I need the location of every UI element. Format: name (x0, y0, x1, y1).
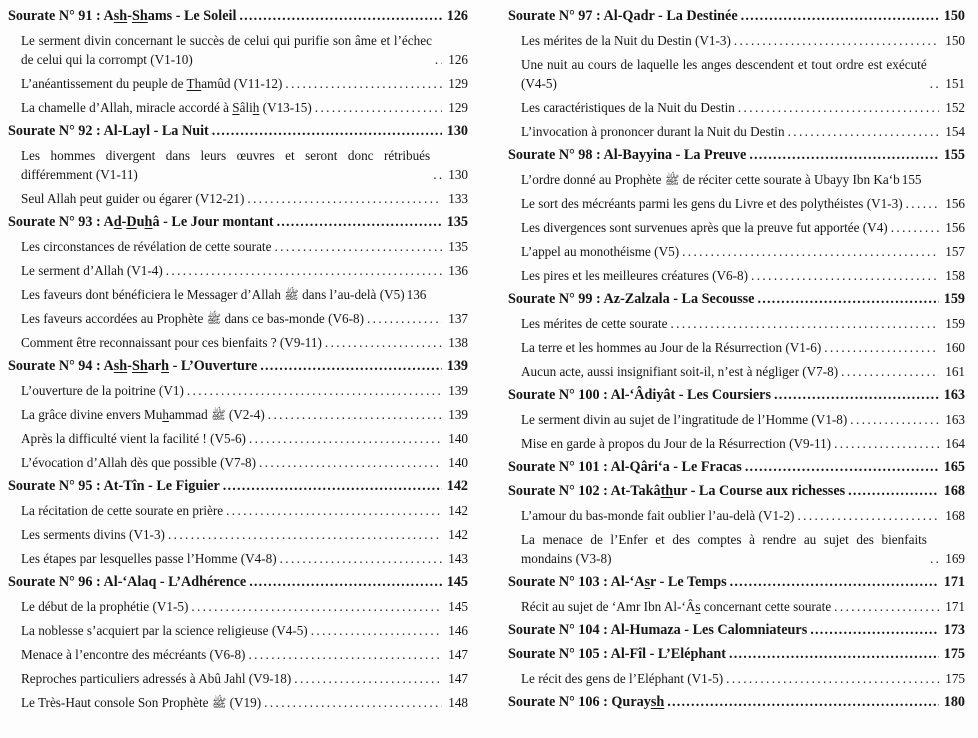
dot-leader (729, 645, 939, 664)
dot-leader (187, 381, 442, 400)
toc-entry-title: Une nuit au cours de laquelle les anges descendent et tout ordre est exécuté (V4-5) (521, 57, 927, 91)
toc-entry-title: Sourate N° 101 : Al-Qâri‘a - Le Fracas (508, 459, 742, 475)
dot-leader (277, 213, 442, 232)
toc-entry-page-number: 148 (448, 695, 468, 710)
dot-leader (212, 122, 442, 141)
transliteration-underline: S (232, 100, 240, 115)
dot-leader (670, 314, 939, 333)
dot-leader (435, 50, 442, 69)
toc-entry-title: Sourate N° 98 : Al-Bayyina - La Preuve (508, 147, 747, 163)
dot-leader (930, 549, 939, 568)
toc-entry-page-number: 129 (448, 100, 468, 115)
dot-leader (850, 410, 939, 429)
toc-entry-page-number: 147 (448, 671, 468, 686)
toc-entry (508, 573, 965, 592)
toc-entry-page-number: 129 (448, 76, 468, 91)
toc-entry-title: L’invocation à prononcer durant la Nuit du Destin (521, 124, 785, 139)
toc-entry-page-number: 137 (448, 311, 468, 326)
toc-entry-page-number: 163 (945, 412, 965, 427)
dot-leader (682, 242, 939, 261)
toc-entry-page-number: 146 (448, 623, 468, 638)
dot-leader (264, 693, 442, 712)
toc-entry-title: Les mérites de la Nuit du Destin (V1-3) (521, 33, 731, 48)
toc-entry-page-number: 168 (943, 483, 965, 499)
toc-entry-title: Reproches particuliers adressés à Abû Jahl (V9-18) (21, 671, 292, 686)
toc-entry-title: Les caractéristiques de la Nuit du Destin (521, 100, 735, 115)
toc-entry-page-number: 157 (945, 244, 965, 259)
toc-entry-page-number: 142 (446, 478, 468, 494)
dot-leader (274, 237, 442, 256)
toc-entry (508, 386, 965, 405)
saw-honorific-icon: ﷺ (211, 408, 226, 422)
dot-leader (285, 74, 442, 93)
toc-entry (8, 261, 468, 280)
dot-leader (757, 290, 939, 309)
toc-entry-page-number: 151 (945, 76, 965, 91)
dot-leader (667, 693, 939, 712)
toc-entry-title: Les mérites de cette sourate (521, 316, 668, 331)
toc-entry (8, 453, 468, 472)
toc-entry (8, 549, 468, 568)
dot-leader (834, 597, 939, 616)
dot-leader (433, 165, 442, 184)
toc-entry (508, 362, 965, 381)
toc-entry-title: Seul Allah peut guider ou égarer (V12-21) (21, 191, 245, 206)
dot-leader (294, 669, 442, 688)
transliteration-underline: sh (113, 8, 128, 24)
toc-entry-page-number: 168 (945, 508, 965, 523)
toc-entry (8, 213, 468, 232)
toc-entry-page-number: 173 (943, 622, 965, 638)
transliteration-underline: Sh (131, 8, 148, 24)
toc-entry-page-number: 130 (448, 167, 468, 182)
toc-entry-page-number: 138 (448, 335, 468, 350)
toc-entry (508, 290, 965, 309)
toc-column-right (489, 0, 978, 738)
toc-entry-title: Sourate N° 97 : Al-Qadr - La Destinée (508, 8, 738, 24)
toc-entry-page-number: 142 (448, 527, 468, 542)
transliteration-underline: sh (113, 358, 128, 374)
toc-entry-page-number: 145 (446, 574, 468, 590)
toc-entry-title: Sourate N° 104 : Al-Humaza - Les Calomniateurs (508, 622, 808, 638)
transliteration-underline: h (252, 100, 260, 115)
toc-entry (508, 693, 965, 712)
transliteration-underline: Th (186, 76, 202, 91)
toc-entry-title: Les faveurs dont bénéficiera le Messager d’Allah ﷺ dans l’au-delà (V5) (21, 287, 405, 302)
toc-entry (8, 31, 468, 69)
toc-entry-title: Sourate N° 94 : Ash-Sharh - L’Ouverture (8, 358, 258, 374)
transliteration-underline: h (162, 407, 169, 422)
saw-honorific-icon: ﷺ (211, 696, 227, 710)
toc-entry-page-number: 152 (945, 100, 965, 115)
toc-entry (8, 429, 468, 448)
transliteration-underline: s (695, 599, 701, 614)
toc-entry (508, 266, 965, 285)
toc-entry (508, 338, 965, 357)
toc-entry-title: Les pires et les meilleures créatures (V6-8) (521, 268, 749, 283)
toc-entry (8, 98, 468, 117)
toc-entry (8, 525, 468, 544)
toc-entry-page-number: 155 (901, 172, 922, 187)
toc-entry (508, 597, 965, 616)
dot-leader (226, 501, 442, 520)
toc-entry (8, 669, 468, 688)
toc-entry-page-number: 171 (945, 599, 965, 614)
toc-entry (8, 501, 468, 520)
toc-entry-page-number: 133 (448, 191, 468, 206)
dot-leader (223, 477, 442, 496)
toc-entry-page-number: 180 (943, 694, 965, 710)
transliteration-underline: th (660, 483, 674, 499)
dot-leader (834, 434, 939, 453)
toc-entry-title: L’ouverture de la poitrine (V1) (21, 383, 184, 398)
transliteration-underline: d (113, 214, 122, 230)
toc-entry-page-number: 163 (943, 387, 965, 403)
toc-entry-title: L’ordre donné au Prophète ﷺ de réciter cette sourate à Ubayy Ibn Ka‘b (521, 172, 900, 187)
toc-entry-title: Sourate N° 96 : Al-‘Alaq - L’Adhérence (8, 574, 247, 590)
transliteration-underline: h (161, 358, 170, 374)
saw-honorific-icon: ﷺ (206, 312, 222, 326)
toc-entry-title: Le sort des mécréants parmi les gens du Livre et des polythéistes (V1-3) (521, 196, 903, 211)
dot-leader (741, 7, 939, 26)
dot-leader (810, 621, 939, 640)
dot-leader (311, 621, 442, 640)
toc-entry-page-number: 136 (406, 287, 427, 302)
toc-entry-title: L’amour du bas-monde fait oublier l’au-delà (V1-2) (521, 508, 795, 523)
toc-entry-title: Récit au sujet de ‘Amr Ibn Al-‘Âs concernant cette sourate (521, 599, 832, 614)
dot-leader (726, 669, 939, 688)
toc-entry-page-number: 139 (448, 383, 468, 398)
toc-entry-page-number: 160 (945, 340, 965, 355)
saw-honorific-icon: ﷺ (664, 173, 680, 187)
toc-entry-title: Le début de la prophétie (V1-5) (21, 599, 189, 614)
toc-entry (508, 218, 965, 237)
toc-entry-title: Les circonstances de révélation de cette sourate (21, 239, 272, 254)
toc-entry-title: Menace à l’encontre des mécréants (V6-8) (21, 647, 246, 662)
dot-leader (734, 31, 939, 50)
dot-leader (260, 357, 442, 376)
toc-entry (508, 194, 965, 213)
toc-entry (508, 98, 965, 117)
toc-entry-title: Le Très-Haut console Son Prophète ﷺ (V19) (21, 695, 262, 710)
toc-entry (508, 458, 965, 477)
toc-entry-title: Les serments divins (V1-3) (21, 527, 165, 542)
toc-entry (508, 146, 965, 165)
toc-entry (508, 55, 965, 93)
toc-entry-page-number: 175 (943, 646, 965, 662)
toc-entry-page-number: 143 (448, 551, 468, 566)
toc-entry-page-number: 126 (448, 52, 468, 67)
dot-leader (247, 189, 442, 208)
toc-entry (508, 122, 965, 141)
toc-entry (8, 333, 468, 352)
toc-entry (8, 285, 468, 304)
dot-leader (249, 573, 442, 592)
dot-leader (259, 453, 442, 472)
dot-leader (168, 525, 442, 544)
toc-entry-title: Les faveurs accordées au Prophète ﷺ dans ce bas-monde (V6-8) (21, 311, 364, 326)
toc-entry-title: Mise en garde à propos du Jour de la Résurrection (V9-11) (521, 436, 832, 451)
toc-entry (8, 645, 468, 664)
transliteration-underline: s (644, 574, 651, 590)
toc-entry (8, 621, 468, 640)
toc-entry (508, 645, 965, 664)
toc-entry-page-number: 147 (448, 647, 468, 662)
toc-entry-title: Après la difficulté vient la facilité ! (V5-6) (21, 431, 246, 446)
toc-entry (8, 405, 468, 424)
toc-entry-page-number: 156 (945, 196, 965, 211)
toc-entry (508, 506, 965, 525)
dot-leader (841, 362, 939, 381)
dot-leader (738, 98, 939, 117)
toc-entry (8, 237, 468, 256)
toc-entry (508, 530, 965, 568)
toc-entry (508, 31, 965, 50)
toc-entry (8, 146, 468, 184)
toc-entry-page-number: 126 (446, 8, 468, 24)
toc-entry-title: La grâce divine envers Muhammad ﷺ (V2-4) (21, 407, 265, 422)
toc-entry-title: Sourate N° 105 : Al-Fîl - L’Eléphant (508, 646, 726, 662)
toc-entry-title: Les hommes divergent dans leurs œuvres et seront donc rétribués différemment (V1-11) (21, 148, 431, 182)
toc-entry (8, 7, 468, 26)
toc-entry (508, 170, 965, 189)
toc-entry-page-number: 175 (945, 671, 965, 686)
toc-entry (508, 621, 965, 640)
toc-entry (508, 242, 965, 261)
toc-entry-page-number: 139 (446, 358, 468, 374)
toc-entry-page-number: 150 (945, 33, 965, 48)
toc-entry-page-number: 169 (945, 551, 965, 566)
transliteration-underline: D (126, 214, 137, 230)
transliteration-underline: Sh (131, 358, 148, 374)
toc-entry-title: L’anéantissement du peuple de Thamûd (V11-12) (21, 76, 283, 91)
dot-leader (249, 429, 442, 448)
toc-entry-title: Sourate N° 91 : Ash-Shams - Le Soleil (8, 8, 237, 24)
toc-entry (8, 189, 468, 208)
dot-leader (268, 405, 442, 424)
toc-entry (508, 7, 965, 26)
toc-entry-title: Les divergences sont survenues après que la preuve fut apportée (V4) (521, 220, 888, 235)
toc-entry-title: Les étapes par lesquelles passe l’Homme (V4-8) (21, 551, 277, 566)
toc-entry (8, 122, 468, 141)
toc-entry (508, 434, 965, 453)
toc-entry-page-number: 155 (943, 147, 965, 163)
toc-entry-page-number: 140 (448, 455, 468, 470)
dot-leader (848, 482, 939, 501)
toc-entry-page-number: 136 (448, 263, 468, 278)
dot-leader (906, 194, 939, 213)
toc-entry-page-number: 158 (945, 268, 965, 283)
toc-entry-page-number: 161 (945, 364, 965, 379)
toc-entry-page-number: 159 (945, 316, 965, 331)
toc-entry-title: Sourate N° 93 : Ad-Duhâ - Le Jour montant (8, 214, 274, 230)
toc-entry-title: La chamelle d’Allah, miracle accordé à Sâlih (V13-15) (21, 100, 312, 115)
toc-entry-title: Le serment divin concernant le succès de celui qui purifie son âme et l’échec de celui qui la corrompt (V1-10) (21, 33, 432, 67)
toc-entry (8, 309, 468, 328)
toc-entry-title: L’appel au monothéisme (V5) (521, 244, 680, 259)
toc-entry (508, 669, 965, 688)
toc-entry-title: Sourate N° 100 : Al-‘Âdiyât - Les Coursiers (508, 387, 771, 403)
toc-entry-title: Sourate N° 92 : Al-Layl - La Nuit (8, 123, 209, 139)
toc-entry-page-number: 165 (943, 459, 965, 475)
toc-entry-page-number: 171 (943, 574, 965, 590)
dot-leader (239, 7, 442, 26)
toc-entry-title: La noblesse s’acquiert par la science religieuse (V4-5) (21, 623, 308, 638)
toc-entry-title: Sourate N° 95 : At-Tîn - Le Figuier (8, 478, 220, 494)
toc-entry-page-number: 156 (945, 220, 965, 235)
dot-leader (930, 74, 939, 93)
toc-entry (8, 477, 468, 496)
dot-leader (751, 266, 939, 285)
toc-entry-page-number: 154 (945, 124, 965, 139)
dot-leader (891, 218, 939, 237)
toc-entry-title: Le serment divin au sujet de l’ingratitude de l’Homme (V1-8) (521, 412, 848, 427)
dot-leader (166, 261, 442, 280)
toc-entry (8, 573, 468, 592)
dot-leader (797, 506, 939, 525)
toc-entry (508, 482, 965, 501)
toc-entry-page-number: 142 (448, 503, 468, 518)
toc-entry (8, 357, 468, 376)
toc-entry-title: Comment être reconnaissant pour ces bienfaits ? (V9-11) (21, 335, 322, 350)
dot-leader (745, 458, 939, 477)
toc-entry-page-number: 135 (446, 214, 468, 230)
transliteration-underline: sh (650, 694, 665, 710)
dot-leader (191, 597, 442, 616)
dot-leader (248, 645, 442, 664)
toc-entry (8, 74, 468, 93)
toc-entry-page-number: 150 (943, 8, 965, 24)
toc-entry (8, 597, 468, 616)
toc-entry-page-number: 164 (945, 436, 965, 451)
dot-leader (367, 309, 442, 328)
toc-entry (508, 314, 965, 333)
transliteration-underline: h (144, 214, 153, 230)
toc-entry-title: La menace de l’Enfer et des comptes à rendre au sujet des bienfaits mondains (V3-8) (521, 532, 927, 566)
dot-leader (315, 98, 442, 117)
toc-entry-title: Sourate N° 99 : Az-Zalzala - La Secousse (508, 291, 755, 307)
toc-entry-title: La récitation de cette sourate en prière (21, 503, 224, 518)
toc-entry (8, 693, 468, 712)
dot-leader (280, 549, 442, 568)
toc-entry-title: Le serment d’Allah (V1-4) (21, 263, 163, 278)
toc-entry-page-number: 140 (448, 431, 468, 446)
toc-entry-page-number: 159 (943, 291, 965, 307)
toc-entry-page-number: 139 (448, 407, 468, 422)
toc-entry-title: Sourate N° 102 : At-Takâthur - La Course aux richesses (508, 483, 846, 499)
toc-entry-title: Aucun acte, aussi insignifiant soit-il, n’est à négliger (V7-8) (521, 364, 839, 379)
dot-leader (824, 338, 939, 357)
toc-entry (508, 410, 965, 429)
toc-entry-page-number: 145 (448, 599, 468, 614)
dot-leader (774, 386, 939, 405)
toc-entry-title: La terre et les hommes au Jour de la Résurrection (V1-6) (521, 340, 822, 355)
toc-entry-title: L’évocation d’Allah dès que possible (V7-8) (21, 455, 256, 470)
dot-leader (730, 573, 939, 592)
dot-leader (788, 122, 939, 141)
toc-entry-page-number: 130 (446, 123, 468, 139)
toc-entry-page-number: 135 (448, 239, 468, 254)
toc-entry-title: Le récit des gens de l’Eléphant (V1-5) (521, 671, 724, 686)
dot-leader (749, 146, 939, 165)
saw-honorific-icon: ﷺ (284, 288, 299, 302)
toc-entry-title: Sourate N° 106 : Quraysh (508, 694, 665, 710)
toc-entry-title: Sourate N° 103 : Al-‘Asr - Le Temps (508, 574, 727, 590)
toc-entry (8, 381, 468, 400)
dot-leader (325, 333, 442, 352)
